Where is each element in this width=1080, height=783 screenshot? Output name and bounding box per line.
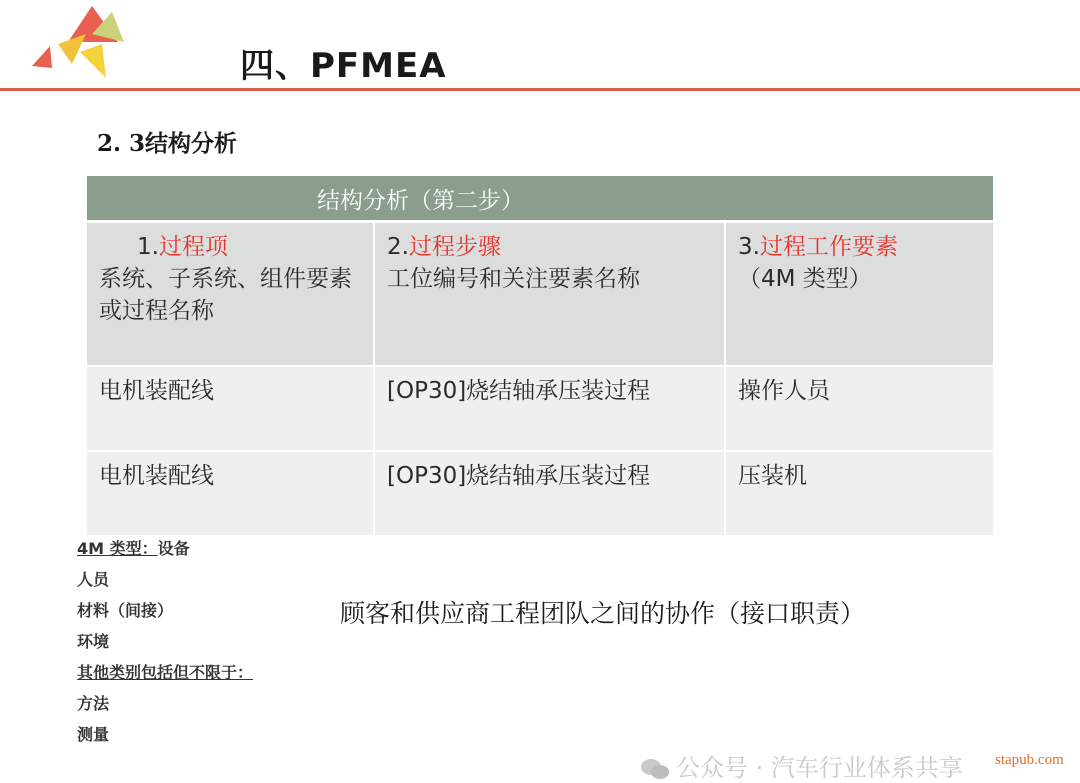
notes-item: 环境 (77, 632, 110, 651)
table-header-row (87, 222, 993, 367)
logo (28, 4, 128, 80)
notes-4m (77, 536, 253, 753)
structure-analysis-table (87, 176, 993, 537)
wechat-icon (640, 758, 670, 780)
notes-type-label: 4M 类型： (77, 539, 158, 558)
notes-item: 材料（间接） (77, 601, 174, 620)
column-number: 2. (387, 234, 409, 260)
table-cell: 电机装配线 (87, 366, 374, 451)
collaboration-text: 顾客和供应商工程团队之间的协作（接口职责） (340, 599, 866, 628)
column-description: 工位编号和关注要素名称 (387, 266, 640, 292)
column-header-process-step (374, 222, 725, 367)
wechat-account-text: 公众号 · 汽车行业体系共享 (676, 754, 963, 782)
column-number: 1. (137, 234, 159, 260)
section-heading: 2. 3结构分析 (97, 130, 238, 157)
table-row (87, 366, 993, 451)
column-title: 过程工作要素 (759, 234, 898, 260)
page-title: 四、PFMEA (240, 46, 447, 86)
table-cell: 电机装配线 (87, 451, 374, 536)
notes-other-label: 其他类别包括但不限于： (77, 663, 254, 682)
table-cell: [OP30]烧结轴承压装过程 (374, 451, 725, 536)
column-description: （4M 类型） (738, 266, 872, 292)
table-row (87, 451, 993, 536)
watermark: stapub.com (995, 752, 1064, 768)
column-title: 过程步骤 (408, 234, 501, 260)
notes-item: 设备 (157, 539, 190, 558)
table-cell: 压装机 (725, 451, 993, 536)
wechat-caption (640, 748, 963, 783)
notes-item: 人员 (77, 570, 110, 589)
column-header-process-item (87, 222, 374, 367)
column-number: 3. (738, 234, 760, 260)
column-title: 过程项 (158, 234, 228, 260)
table-cell: 操作人员 (725, 366, 993, 451)
column-description: 系统、子系统、组件要素或过程名称 (99, 266, 352, 324)
notes-other-item: 方法 (77, 694, 110, 713)
column-header-work-element (725, 222, 993, 367)
table-caption: 结构分析（第二步） (87, 176, 993, 222)
notes-other-item: 测量 (77, 725, 110, 744)
title-divider (0, 88, 1080, 91)
table-cell: [OP30]烧结轴承压装过程 (374, 366, 725, 451)
